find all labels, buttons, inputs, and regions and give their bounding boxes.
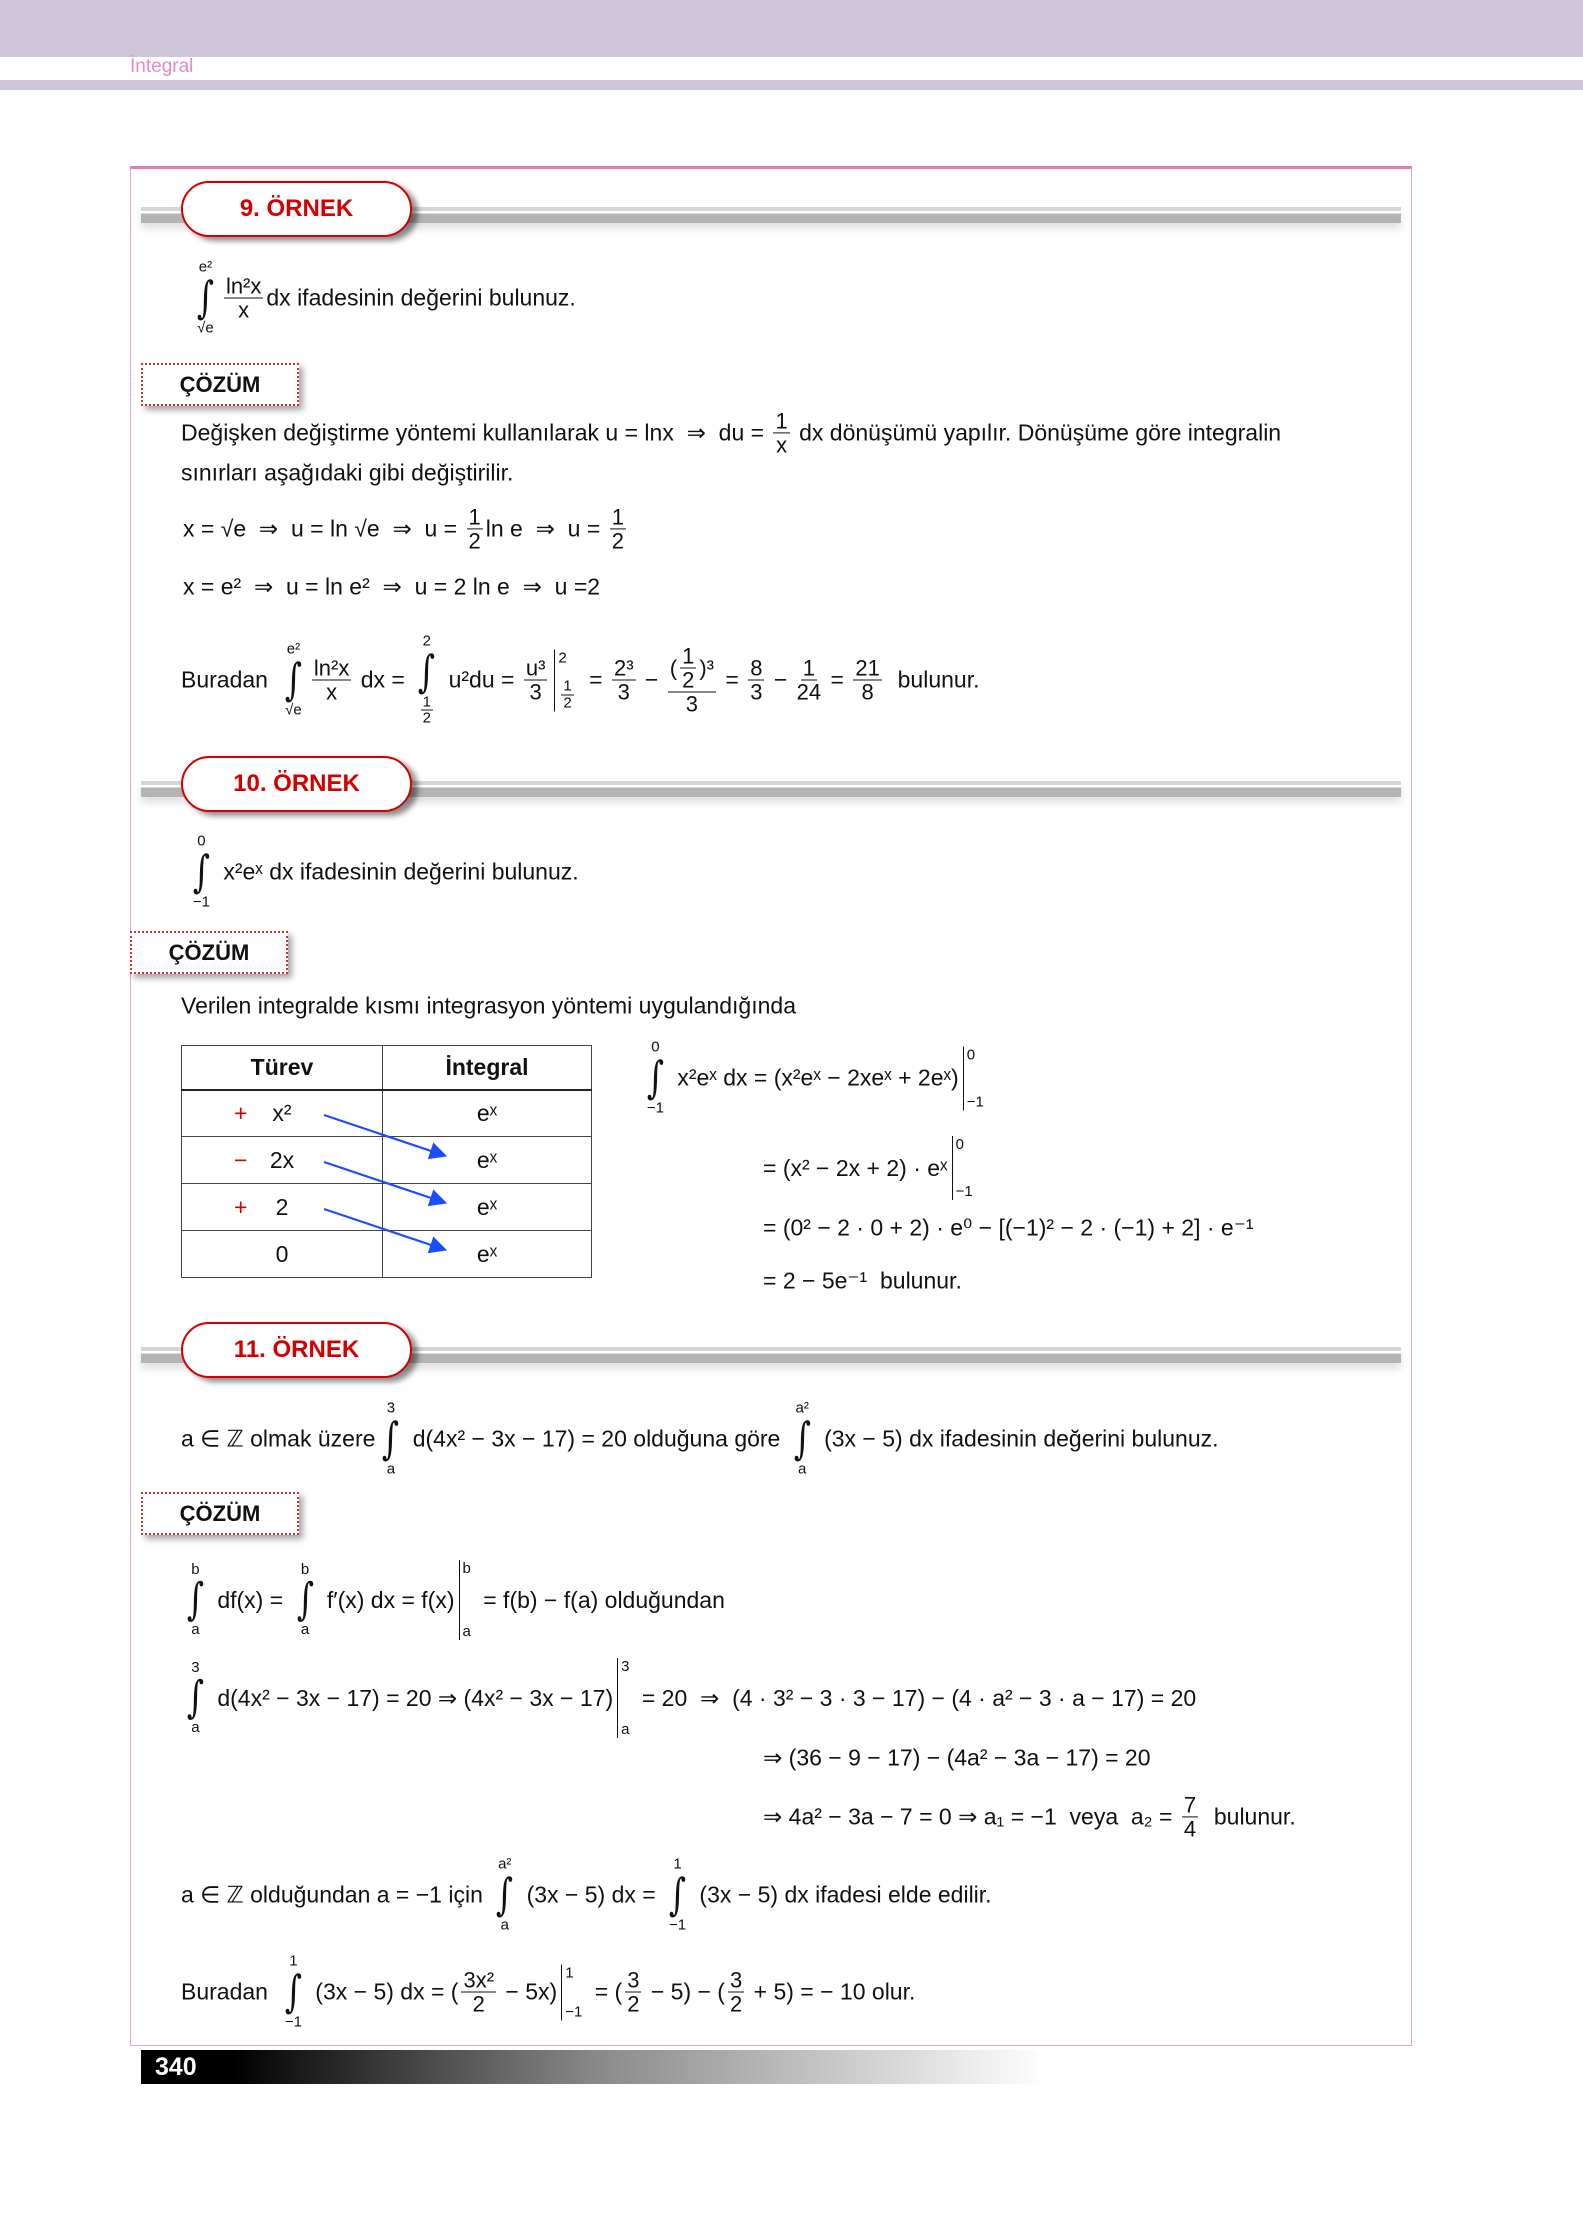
math-text: 2 xyxy=(729,1991,743,2017)
math-text: 3 xyxy=(729,1967,743,1993)
fraction xyxy=(853,656,881,703)
solution-line: Verilen integralde kısmı integrasyon yöntemi uygulandığında xyxy=(181,992,796,1019)
math-text: ln²x xyxy=(225,273,262,299)
sign: + xyxy=(234,1193,248,1220)
section-title: İntegral xyxy=(130,56,194,77)
integral-sign-icon xyxy=(791,1417,814,1461)
math-text: dx dönüşümü yapılır. Dönüşüme göre integralin xyxy=(792,419,1282,446)
integral xyxy=(184,1660,207,1737)
math-text: (3x − 5) dx ifadesinin değerini bulunuz. xyxy=(817,1425,1219,1452)
math-text: 3 xyxy=(617,679,630,705)
math-text: 0 xyxy=(955,1136,964,1153)
fraction xyxy=(312,656,351,703)
math-text: 2 xyxy=(468,528,481,554)
solution-line xyxy=(181,1954,915,2031)
math-text: 3x² xyxy=(463,1967,495,1993)
math-text: a xyxy=(191,1621,200,1638)
math-text: 1 xyxy=(802,655,816,681)
upper-limit: e² xyxy=(198,258,213,276)
math-text: −1 xyxy=(955,1183,973,1200)
math-text: 2x xyxy=(269,1146,295,1173)
math-text: 0 xyxy=(966,1046,976,1063)
math-text: = 20 ⇒ (4 · 3² − 3 · 3 − 17) − (4 · a² − 3 · a − 17) = 20 xyxy=(635,1684,1197,1711)
math-text: (3x − 5) dx = xyxy=(520,1881,663,1908)
integral xyxy=(493,1857,516,1934)
math-text: 3 xyxy=(191,1658,200,1676)
integral xyxy=(190,834,213,911)
integral-sign-icon xyxy=(282,1970,305,2014)
fraction xyxy=(224,274,263,321)
integral xyxy=(194,260,217,337)
solution-line xyxy=(181,634,980,727)
math-text: a xyxy=(500,1916,509,1933)
math-text: 3 xyxy=(750,679,763,705)
math-text: d(4x² − 3x − 17) = 20 olduğuna göre xyxy=(406,1425,787,1452)
question-text: dx ifadesinin değerini bulunuz. xyxy=(266,284,576,311)
integral-sign-icon xyxy=(294,1578,317,1622)
math-text: bulunur. xyxy=(1201,1803,1296,1830)
math-text: (3x − 5) dx = ( xyxy=(308,1978,459,2005)
math-text: x xyxy=(776,432,788,458)
example-9-label: 9. ÖRNEK xyxy=(181,181,412,237)
solution-line xyxy=(180,1560,725,1640)
math-text: ln e ⇒ u = xyxy=(485,515,607,542)
math-text: 1 xyxy=(422,693,431,710)
math-text: )³ xyxy=(699,655,714,681)
math-text: 0 xyxy=(651,1038,660,1056)
evaluation-bar xyxy=(561,1964,582,2020)
integral xyxy=(282,642,305,719)
integral xyxy=(294,1562,317,1639)
math-text: 1 xyxy=(468,504,481,530)
math-text: Buradan xyxy=(181,1978,268,2005)
solution-label: ÇÖZÜM xyxy=(130,931,288,974)
math-text: u²du = xyxy=(442,666,521,693)
math-text: x = √e ⇒ u = ln √e ⇒ u = xyxy=(183,515,464,542)
math-text: eˣ xyxy=(383,1184,592,1231)
integral-sign-icon xyxy=(666,1873,689,1917)
evaluation-bar xyxy=(952,1136,973,1200)
math-text: 2 xyxy=(611,528,624,554)
arrow-icon xyxy=(324,1209,443,1249)
math-text: b xyxy=(462,1560,471,1577)
solution-equation: = 2 − 5e⁻¹ bulunur. xyxy=(763,1267,962,1294)
math-text: 3 xyxy=(627,1967,640,1993)
math-text: 0 xyxy=(197,832,206,850)
evaluation-bar xyxy=(963,1046,984,1110)
math-text: = xyxy=(824,666,851,693)
solution-equation: = (0² − 2 · 0 + 2) · e⁰ − [(−1)² − 2 · (−1) + 2] · e⁻¹ xyxy=(763,1214,1254,1241)
integral xyxy=(379,1401,402,1478)
fraction xyxy=(610,505,626,552)
example-10-question xyxy=(186,834,579,911)
math-text: = (x² − 2x + 2) · eˣ xyxy=(763,1154,948,1181)
math-text: = xyxy=(718,666,746,693)
math-text: eˣ xyxy=(383,1231,592,1278)
math-text: (3x − 5) dx ifadesi elde edilir. xyxy=(693,1881,992,1908)
solution-line xyxy=(183,505,629,552)
math-text: a ∈ ℤ olduğundan a = −1 için xyxy=(181,1881,490,1908)
math-text: + 5) = − 10 olur. xyxy=(747,1978,916,2005)
fraction xyxy=(612,656,636,703)
solution-line: ⇒ (36 − 9 − 17) − (4a² − 3a − 17) = 20 xyxy=(763,1744,1151,1771)
math-text: b xyxy=(300,1560,310,1578)
math-text: b xyxy=(191,1560,200,1578)
fraction xyxy=(797,656,821,703)
math-text: 21 xyxy=(855,655,880,681)
math-text: 8 xyxy=(861,679,874,705)
integral-sign-icon xyxy=(493,1873,516,1917)
math-text: a xyxy=(462,1623,471,1640)
math-text: −1 xyxy=(646,1099,665,1116)
example-11-question xyxy=(181,1401,1219,1478)
math-text: 2 xyxy=(472,1991,485,2017)
math-text: 2 xyxy=(275,1193,289,1220)
arrow-icon xyxy=(324,1162,443,1202)
integral-sign-icon xyxy=(194,276,217,320)
integral-sign-icon xyxy=(379,1417,402,1461)
column-header-integral: İntegral xyxy=(383,1046,592,1090)
math-text: Buradan xyxy=(181,666,268,693)
solution-line: sınırları aşağıdaki gibi değiştirilir. xyxy=(181,459,514,486)
integral xyxy=(282,1954,305,2031)
fraction xyxy=(461,1968,496,2015)
math-text: 3 xyxy=(685,691,698,717)
table-arrows xyxy=(181,1045,593,1285)
math-text: ⇒ 4a² − 3a − 7 = 0 ⇒ a₁ = −1 veya a₂ = xyxy=(763,1803,1179,1830)
math-text: 2 xyxy=(682,667,695,693)
math-text: 4 xyxy=(1183,1816,1197,1842)
math-text: 24 xyxy=(796,679,822,705)
fraction xyxy=(773,409,789,456)
math-text: df(x) = xyxy=(210,1586,290,1613)
solution-label: ÇÖZÜM xyxy=(141,363,299,406)
example-9-question xyxy=(190,260,576,337)
question-text: x²eˣ dx ifadesinin değerini bulunuz. xyxy=(216,858,579,885)
sign: + xyxy=(234,1099,248,1126)
math-text: a² xyxy=(795,1399,809,1417)
math-text: a ∈ ℤ olmak üzere xyxy=(181,1425,376,1452)
arrow-icon xyxy=(324,1115,443,1155)
evaluation-bar xyxy=(459,1560,471,1640)
math-text: x xyxy=(238,297,250,323)
math-text: x² xyxy=(272,1099,292,1126)
evaluation-bar xyxy=(554,649,576,711)
example-10-label: 10. ÖRNEK xyxy=(181,756,412,812)
math-text: −1 xyxy=(284,2013,302,2030)
math-text: −1 xyxy=(966,1093,984,1110)
integral xyxy=(184,1562,207,1639)
math-text: 1 xyxy=(673,1855,682,1873)
math-text: a xyxy=(300,1621,310,1638)
math-text: 2³ xyxy=(613,655,634,681)
math-text: 3 xyxy=(529,679,542,705)
math-text: √e xyxy=(285,701,302,718)
fraction xyxy=(1182,1793,1198,1840)
solution-line: x = e² ⇒ u = ln e² ⇒ u = 2 ln e ⇒ u =2 xyxy=(183,573,601,600)
math-text: e² xyxy=(286,640,301,658)
solution-label: ÇÖZÜM xyxy=(141,1492,299,1535)
math-text: x²eˣ dx = (x²eˣ − 2xeˣ + 2eˣ) xyxy=(670,1064,959,1091)
fraction xyxy=(728,1968,744,2015)
math-text: −1 xyxy=(192,893,211,910)
math-text: d(4x² − 3x − 17) = 20 ⇒ (4x² − 3x − 17) xyxy=(210,1684,614,1711)
lower-limit: √e xyxy=(197,319,214,336)
integral xyxy=(415,634,438,727)
integral-sign-icon xyxy=(282,658,305,702)
math-text: 1 xyxy=(611,504,624,530)
math-text: a xyxy=(386,1460,396,1477)
math-text: eˣ xyxy=(383,1137,592,1184)
math-text: 1 xyxy=(565,1964,574,1981)
integral-sign-icon xyxy=(190,850,213,894)
math-text: 8 xyxy=(750,655,763,681)
math-text: bulunur. xyxy=(884,666,980,693)
math-text: 1 xyxy=(682,643,695,669)
integral-sign-icon xyxy=(415,650,438,694)
math-text: 3 xyxy=(386,1399,396,1417)
solution-line xyxy=(181,409,1281,456)
math-text: 3 xyxy=(621,1658,630,1675)
math-text: − xyxy=(767,666,794,693)
integral xyxy=(791,1401,814,1478)
math-text: 2 xyxy=(422,632,431,650)
evaluation-bar xyxy=(617,1658,629,1738)
math-text: 0 xyxy=(275,1240,289,1267)
page-number: 340 xyxy=(141,2050,1044,2084)
math-text: 2 xyxy=(558,649,567,666)
math-text: = ( xyxy=(588,1978,623,2005)
math-text: 2 xyxy=(627,1991,640,2017)
header-stripe xyxy=(0,80,1583,90)
math-text: f′(x) dx = f(x) xyxy=(320,1586,455,1613)
sign: − xyxy=(234,1146,248,1173)
math-text: 2 xyxy=(563,694,572,712)
solution-equation xyxy=(763,1136,979,1200)
math-text: 1 xyxy=(289,1952,298,1970)
solution-line xyxy=(763,1793,1296,1840)
math-text: 2 xyxy=(422,709,431,727)
integral xyxy=(666,1857,689,1934)
example-11-label: 11. ÖRNEK xyxy=(181,1322,412,1378)
math-text: a² xyxy=(498,1855,512,1873)
math-text: − 5x) xyxy=(499,1978,558,2005)
solution-line xyxy=(181,1857,992,1934)
integral-sign-icon xyxy=(184,1578,207,1622)
integral-sign-icon xyxy=(644,1056,667,1100)
integral xyxy=(644,1040,667,1117)
header-band xyxy=(0,0,1583,57)
solution-equation xyxy=(640,1040,990,1117)
fraction xyxy=(625,1968,641,2015)
math-text: x xyxy=(326,679,338,705)
solution-line xyxy=(180,1658,1196,1738)
math-text: − xyxy=(638,666,665,693)
fraction xyxy=(668,644,716,715)
math-text: dx = xyxy=(354,666,412,693)
math-text: 1 xyxy=(775,408,788,434)
math-text: −1 xyxy=(669,1916,687,1933)
math-text: ( xyxy=(669,655,678,681)
column-header-turev: Türev xyxy=(182,1046,383,1090)
fraction xyxy=(524,656,548,703)
fraction xyxy=(748,656,764,703)
math-text: eˣ xyxy=(383,1090,592,1137)
math-text: a xyxy=(191,1719,200,1736)
math-text: ln²x xyxy=(313,655,350,681)
integral-sign-icon xyxy=(184,1676,207,1720)
fraction xyxy=(467,505,483,552)
math-text: u³ xyxy=(525,655,546,681)
math-text: −1 xyxy=(565,2003,583,2020)
math-text: 1 xyxy=(563,677,572,695)
math-text: = f(b) − f(a) olduğundan xyxy=(476,1586,725,1613)
math-text: a xyxy=(798,1460,807,1477)
math-text: 7 xyxy=(1183,1792,1197,1818)
math-text: Değişken değiştirme yöntemi kullanılarak u = lnx ⇒ du = xyxy=(181,419,771,446)
math-text: a xyxy=(621,1721,630,1738)
math-text: − 5) − ( xyxy=(644,1978,725,2005)
math-text: = xyxy=(582,666,609,693)
